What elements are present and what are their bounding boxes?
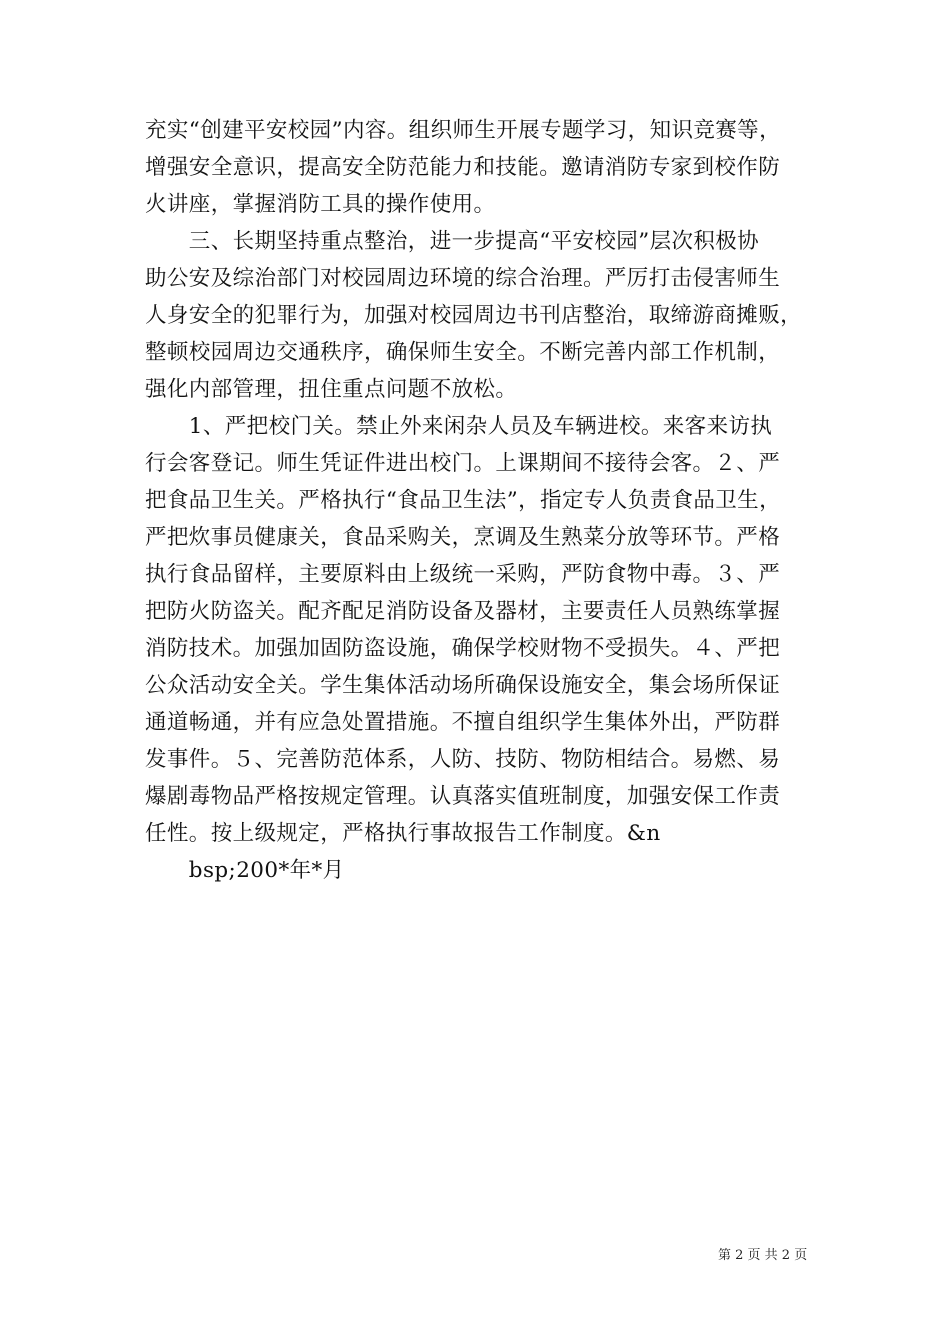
text-line: 严把炊事员健康关，食品采购关，烹调及生熟菜分放等环节。严格: [145, 525, 781, 550]
text-line: 消防技术。加强加固防盗设施，确保学校财物不受损失。４、严把: [145, 636, 781, 661]
text-line: 执行食品留样，主要原料由上级统一采购，严防食物中毒。３、严: [145, 562, 781, 587]
section-heading-line: 三、长期坚持重点整治，进一步提高“平安校园”层次积极协: [145, 229, 760, 254]
text-line: 火讲座，掌握消防工具的操作使用。: [145, 192, 496, 217]
text-line: 人身安全的犯罪行为，加强对校园周边书刊店整治，取缔游商摊贩，: [145, 303, 803, 328]
date-line: bsp;200*年*月: [145, 858, 345, 883]
text-line: 增强安全意识，提高安全防范能力和技能。邀请消防专家到校作防: [145, 155, 781, 180]
text-line: 爆剧毒物品严格按规定管理。认真落实值班制度，加强安保工作责: [145, 784, 781, 809]
text-line: 整顿校园周边交通秩序，确保师生安全。不断完善内部工作机制，: [145, 340, 781, 365]
text-line: 发事件。５、完善防范体系，人防、技防、物防相结合。易燃、易: [145, 747, 781, 772]
text-line: 助公安及综治部门对校园周边环境的综合治理。严厉打击侵害师生: [145, 266, 781, 291]
text-line: 行会客登记。师生凭证件进出校门。上课期间不接待会客。２、严: [145, 451, 781, 476]
text-line: 把防火防盗关。配齐配足消防设备及器材，主要责任人员熟练掌握: [145, 599, 781, 624]
text-line: 充实“创建平安校园”内容。组织师生开展专题学习，知识竞赛等，: [145, 118, 781, 143]
text-line: 通道畅通，并有应急处置措施。不擅自组织学生集体外出，严防群: [145, 710, 781, 735]
text-line: 强化内部管理，扭住重点问题不放松。: [145, 377, 518, 402]
page-number-footer: 第 2 页 共 2 页: [718, 1248, 808, 1263]
text-line: 任性。按上级规定，严格执行事故报告工作制度。&n: [145, 821, 661, 846]
list-item-line: 1、严把校门关。禁止外来闲杂人员及车辆进校。来客来访执: [145, 414, 773, 439]
text-line: 把食品卫生关。严格执行“食品卫生法”，指定专人负责食品卫生，: [145, 488, 781, 513]
text-line: 公众活动安全关。学生集体活动场所确保设施安全，集会场所保证: [145, 673, 781, 698]
